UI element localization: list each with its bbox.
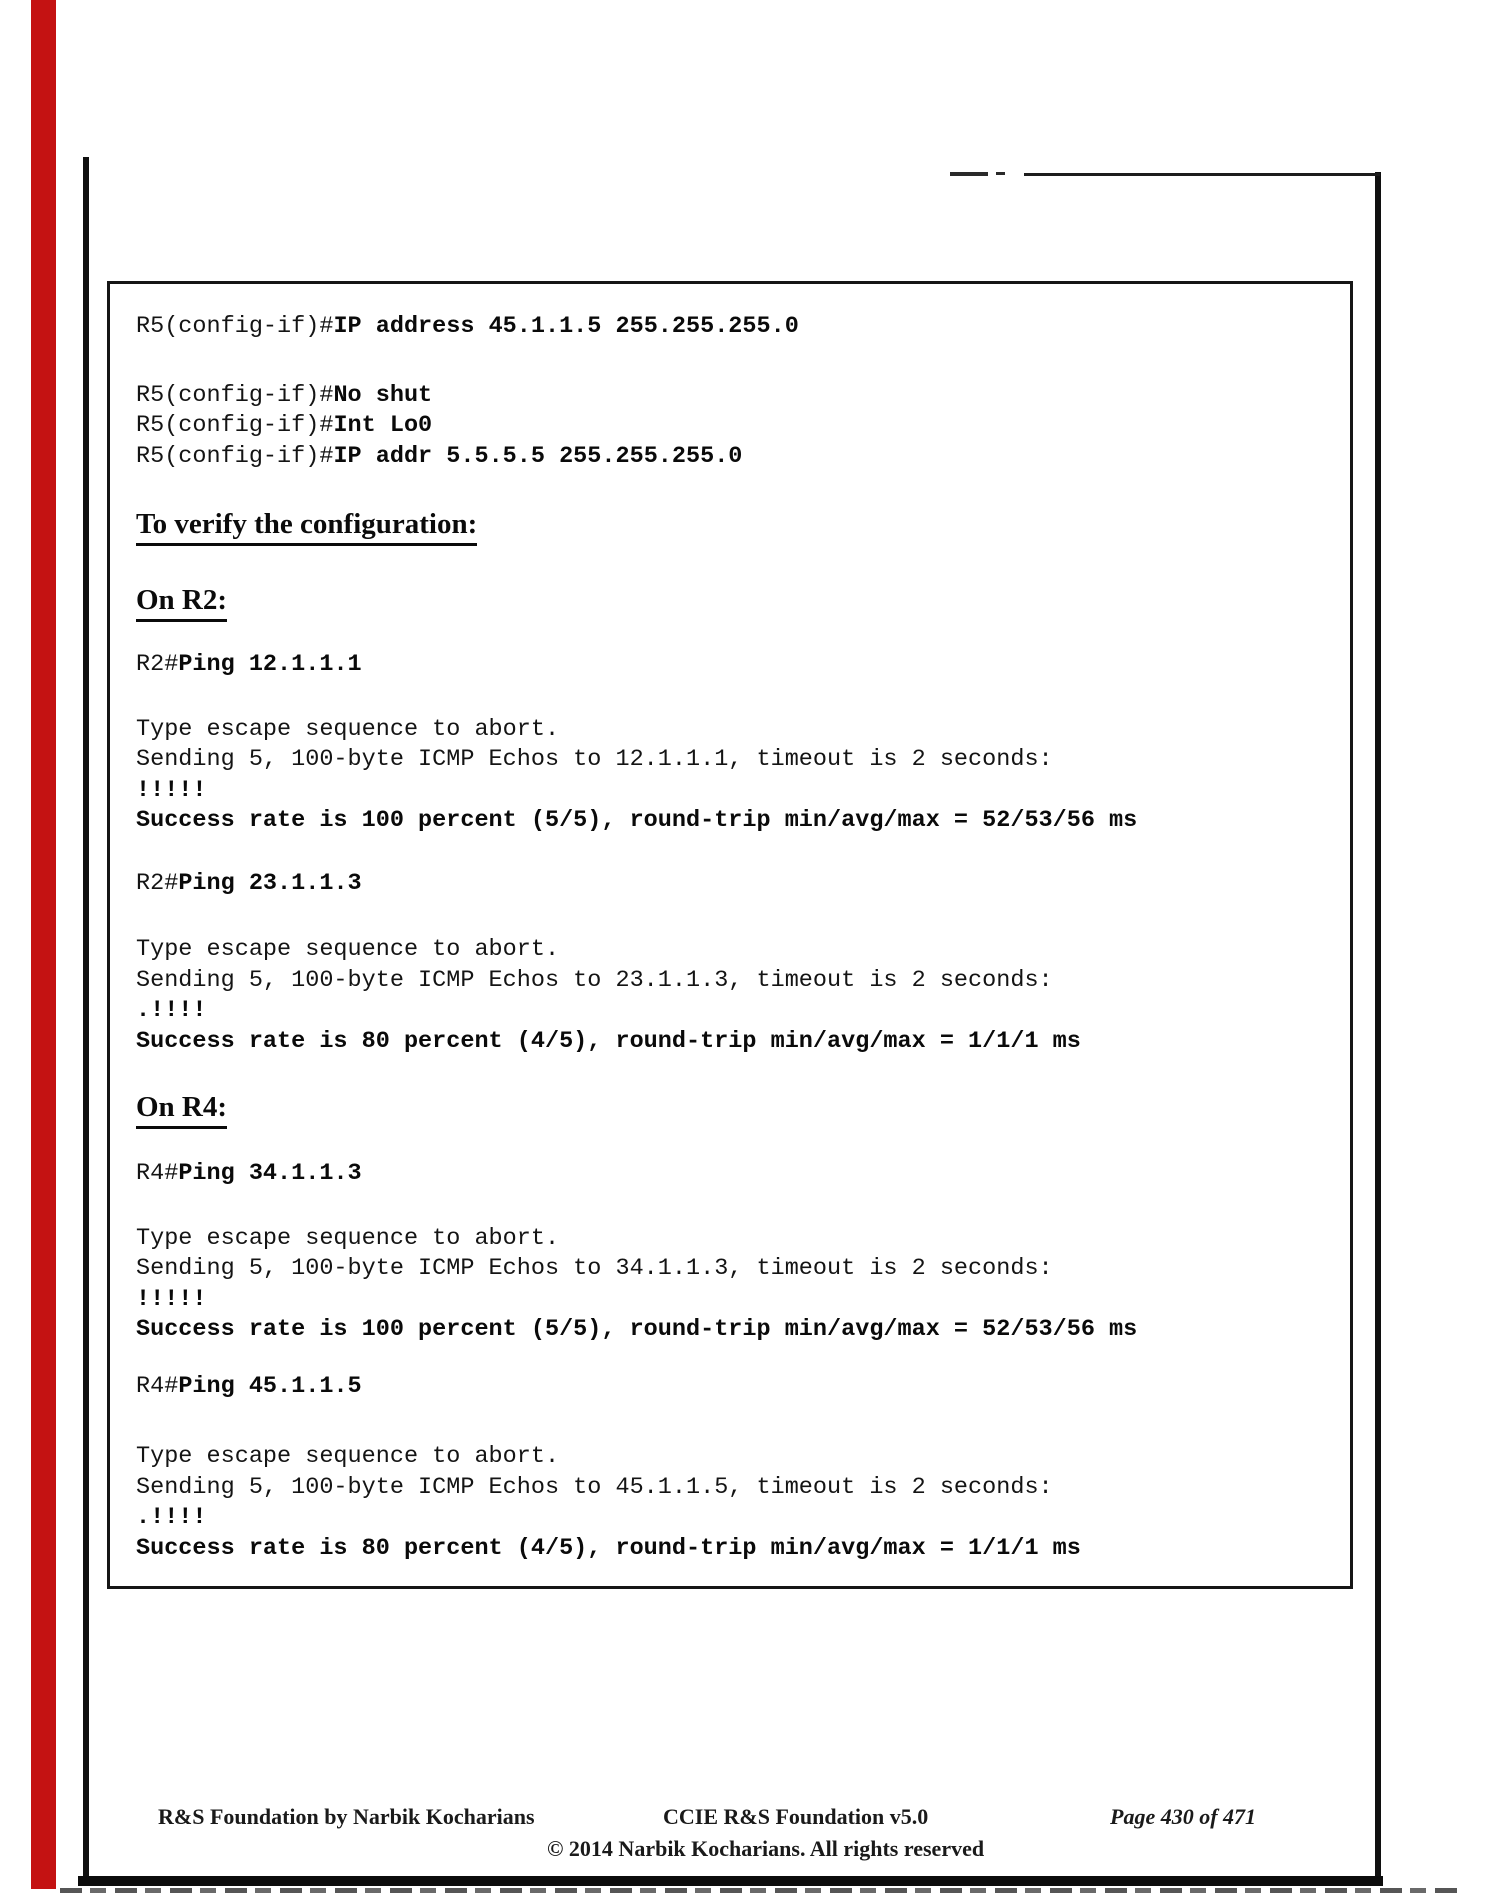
scan-noise-band — [60, 1888, 1460, 1893]
cli-command: Ping 23.1.1.3 — [178, 869, 362, 897]
ping-output-line: Type escape sequence to abort. — [136, 1443, 560, 1470]
ping-output — [136, 715, 1334, 837]
ping-output-line: Sending 5, 100-byte ICMP Echos to 45.1.1.5, timeout is 2 seconds: — [136, 1473, 1053, 1501]
ping-output-line: Type escape sequence to abort. — [136, 1224, 560, 1252]
ping-command-line — [136, 1372, 1334, 1403]
blank-line — [136, 343, 1334, 381]
section-heading-r4 — [136, 1091, 1334, 1129]
section-heading-r2 — [136, 584, 1334, 622]
ping-result-marks: !!!!! — [136, 1285, 207, 1313]
cli-command: Ping 34.1.1.3 — [178, 1160, 362, 1187]
footer-left: R&S Foundation by Narbik Kocharians — [158, 1804, 535, 1829]
cli-prompt: R5(config-if)# — [136, 412, 334, 439]
section-heading-text: On R2: — [136, 584, 227, 622]
cli-command: Ping 12.1.1.1 — [178, 651, 362, 678]
ping-result-marks: !!!!! — [136, 776, 207, 804]
ping-result-marks: .!!!! — [136, 997, 207, 1024]
cli-command: Int Lo0 — [333, 412, 433, 439]
ping-output-line: Type escape sequence to abort. — [136, 936, 560, 963]
page-frame-top-dash — [996, 172, 1005, 175]
cli-prompt: R4# — [136, 1160, 179, 1187]
ping-output-line: Sending 5, 100-byte ICMP Echos to 34.1.1.3, timeout is 2 seconds: — [136, 1255, 1053, 1282]
cli-command: IP addr 5.5.5.5 255.255.255.0 — [333, 442, 743, 470]
cli-command: No shut — [333, 381, 433, 409]
cli-prompt: R2# — [136, 869, 179, 897]
ping-result-marks: .!!!! — [136, 1504, 207, 1531]
red-margin-stripe — [31, 0, 56, 1889]
cli-prompt: R2# — [136, 651, 179, 678]
cli-prompt: R4# — [136, 1372, 179, 1400]
config-line — [136, 381, 1334, 412]
verify-heading — [136, 508, 1334, 546]
page-frame-top-border — [1024, 173, 1380, 176]
console-content — [110, 284, 1350, 1564]
ping-output — [136, 1224, 1334, 1346]
config-line — [136, 312, 1334, 343]
ping-command-line — [136, 650, 1334, 681]
ping-output-line: Type escape sequence to abort. — [136, 715, 560, 743]
section-heading-text: On R4: — [136, 1091, 227, 1129]
ping-command-line — [136, 869, 1334, 900]
ping-output — [136, 935, 1334, 1057]
ping-success-line: Success rate is 80 percent (4/5), round-trip min/avg/max = 1/1/1 ms — [136, 1027, 1081, 1055]
page-frame-left-border — [83, 157, 89, 1886]
cli-prompt: R5(config-if)# — [136, 381, 334, 409]
cli-command: IP address 45.1.1.5 255.255.255.0 — [333, 313, 799, 340]
ping-command-line — [136, 1159, 1334, 1190]
verify-heading-text: To verify the configuration: — [136, 508, 477, 546]
page-frame-top-dash — [950, 172, 988, 176]
cli-prompt: R5(config-if)# — [136, 442, 334, 470]
ping-output — [136, 1442, 1334, 1564]
page-frame-right-border — [1375, 172, 1381, 1877]
console-output-box — [107, 281, 1353, 1589]
ping-success-line: Success rate is 80 percent (4/5), round-trip min/avg/max = 1/1/1 ms — [136, 1534, 1081, 1562]
cli-command: Ping 45.1.1.5 — [178, 1372, 362, 1400]
ping-output-line: Sending 5, 100-byte ICMP Echos to 12.1.1.1, timeout is 2 seconds: — [136, 746, 1053, 773]
ping-success-line: Success rate is 100 percent (5/5), round-trip min/avg/max = 52/53/56 ms — [136, 1316, 1138, 1343]
footer-page-number: Page 430 of 471 — [1110, 1804, 1257, 1829]
config-line — [136, 411, 1334, 442]
page-frame-bottom-border — [78, 1876, 1383, 1886]
footer-center: CCIE R&S Foundation v5.0 — [663, 1804, 929, 1829]
ping-success-line: Success rate is 100 percent (5/5), round-trip min/avg/max = 52/53/56 ms — [136, 807, 1138, 834]
config-line — [136, 442, 1334, 473]
cli-prompt: R5(config-if)# — [136, 313, 334, 340]
ping-output-line: Sending 5, 100-byte ICMP Echos to 23.1.1.3, timeout is 2 seconds: — [136, 966, 1053, 994]
footer-copyright: © 2014 Narbik Kocharians. All rights reserved — [547, 1836, 985, 1861]
